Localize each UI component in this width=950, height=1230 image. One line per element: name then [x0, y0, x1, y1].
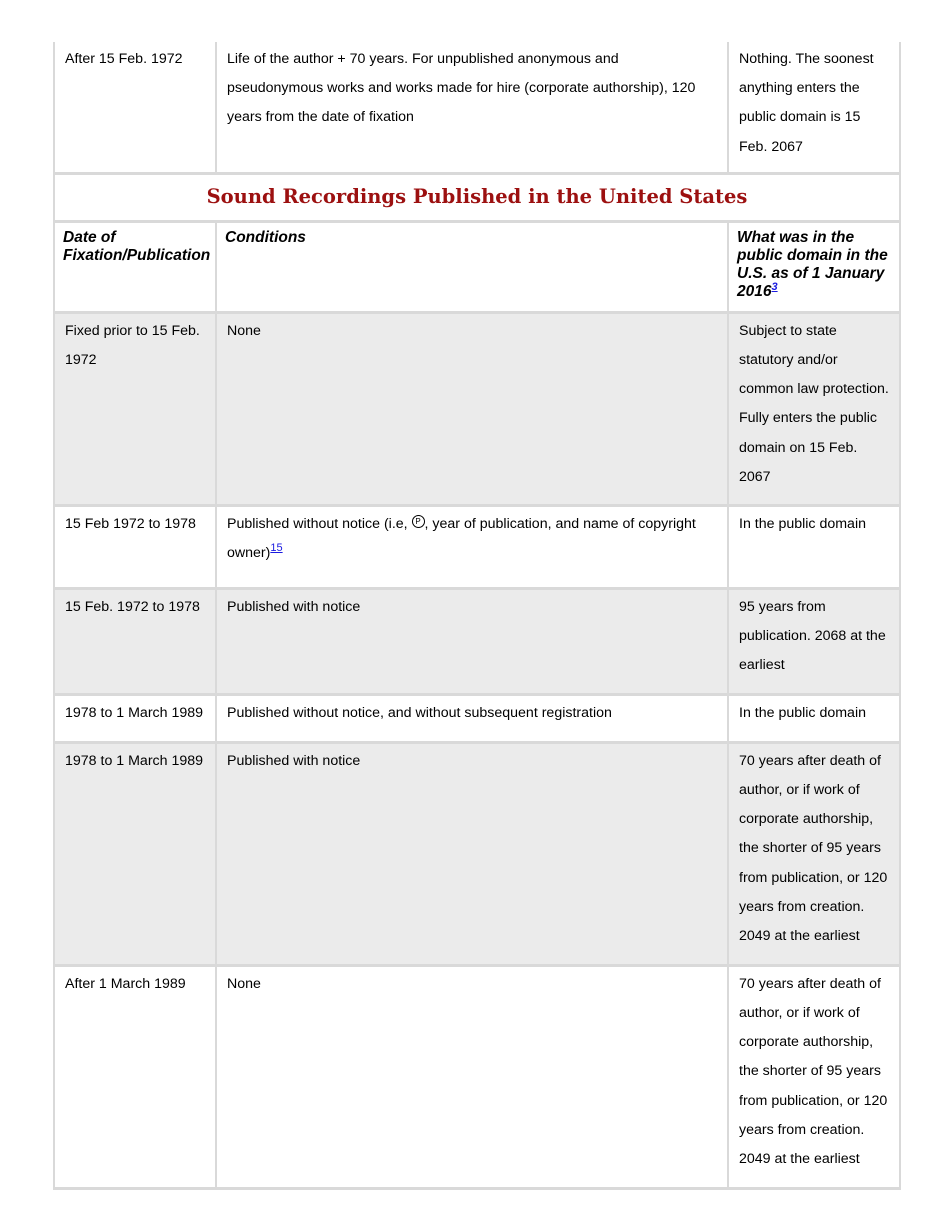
date-cell: 15 Feb 1972 to 1978 — [54, 505, 216, 588]
conditions-cell: Published with notice — [216, 742, 728, 965]
table-row — [54, 312, 900, 505]
conditions-cell: None — [216, 312, 728, 505]
conditions-cell: Published without notice, and without subsequent registration — [216, 694, 728, 742]
date-cell: 1978 to 1 March 1989 — [54, 694, 216, 742]
status-cell: In the public domain — [728, 505, 900, 588]
table-row — [54, 742, 900, 965]
header-row — [54, 221, 900, 312]
table-row — [54, 694, 900, 742]
date-cell: 1978 to 1 March 1989 — [54, 742, 216, 965]
status-cell: Subject to state statutory and/or common law protection. Fully enters the public domain on 15 Feb. 2067 — [728, 312, 900, 505]
table-row — [54, 965, 900, 1188]
footnote-link[interactable]: 3 — [771, 280, 778, 293]
date-cell: 15 Feb. 1972 to 1978 — [54, 588, 216, 694]
conditions-cell: None — [216, 965, 728, 1188]
section-title: Sound Recordings Published in the United States — [206, 184, 748, 208]
status-cell: 70 years after death of author, or if work of corporate authorship, the shorter of 95 years from publication, or 120 years from creation. 2049 at the earliest — [728, 742, 900, 965]
status-cell: 70 years after death of author, or if work of corporate authorship, the shorter of 95 years from publication, or 120 years from creation. 2049 at the earliest — [728, 965, 900, 1188]
sound-recording-copyright-icon: P — [412, 515, 425, 528]
header-status — [728, 221, 900, 312]
status-cell: Nothing. The soonest anything enters the public domain is 15 Feb. 2067 — [728, 42, 900, 173]
header-status-text: What was in the public domain in the U.S. as of 1 January 2016 — [737, 228, 888, 300]
table-row — [54, 505, 900, 588]
header-date: Date of Fixation/Publication — [54, 221, 216, 312]
conditions-cell: Life of the author + 70 years. For unpublished anonymous and pseudonymous works and works made for hire (corporate authorship), 120 years from the date of fixation — [216, 42, 728, 173]
conditions-cell — [216, 505, 728, 588]
conditions-text: Published without notice (i.e, — [227, 515, 412, 532]
table-row — [54, 42, 900, 173]
status-cell: 95 years from publication. 2068 at the earliest — [728, 588, 900, 694]
date-cell: After 1 March 1989 — [54, 965, 216, 1188]
conditions-cell: Published with notice — [216, 588, 728, 694]
conditions-text: , year of publication, and name of copyright owner) — [227, 515, 696, 562]
section-title-row — [54, 173, 900, 221]
date-cell: After 15 Feb. 1972 — [54, 42, 216, 173]
status-cell: In the public domain — [728, 694, 900, 742]
table-row — [54, 588, 900, 694]
footnote-link[interactable]: 15 — [270, 542, 283, 555]
public-domain-table — [53, 42, 901, 1190]
date-cell: Fixed prior to 15 Feb. 1972 — [54, 312, 216, 505]
header-conditions: Conditions — [216, 221, 728, 312]
